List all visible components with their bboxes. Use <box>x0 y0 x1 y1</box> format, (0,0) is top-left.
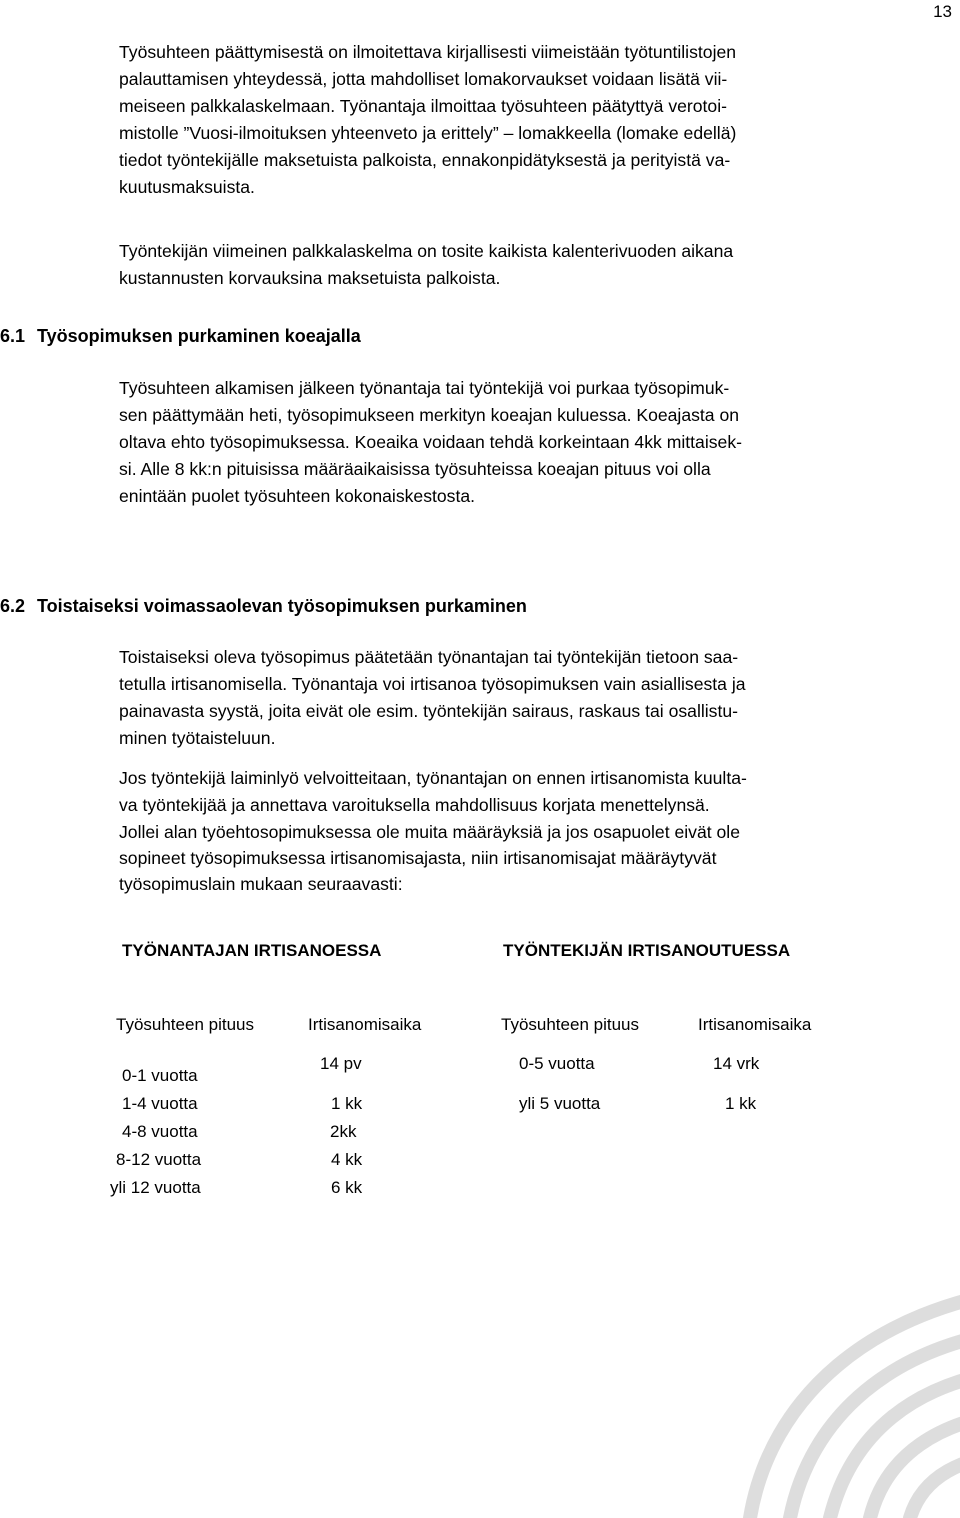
text-line: va työntekijää ja annettava varoituksella mahdollisuus korjata menettelynsä. <box>119 795 710 815</box>
employer-table-title: TYÖNANTAJAN IRTISANOESSA <box>122 941 382 960</box>
section-heading-6-1: Työsopimuksen purkaminen koeajalla <box>37 326 361 346</box>
text-line: Jos työntekijä laiminlyö velvoitteitaan, työnantajan on ennen irtisanomista kuulta- <box>119 768 747 788</box>
text-line: kuutusmaksuista. <box>119 177 255 197</box>
table-cell: 14 vrk <box>713 1054 760 1073</box>
table-cell: yli 5 vuotta <box>519 1094 601 1113</box>
text-line: Työntekijän viimeinen palkkalaskelma on tosite kaikista kalenterivuoden aikana <box>119 241 734 261</box>
table-cell: 1 kk <box>331 1094 363 1113</box>
text-line: sopineet työsopimuksessa irtisanomisajasta, niin irtisanomisajat määräytyvät <box>119 848 717 868</box>
employee-col-notice: Irtisanomisaika <box>698 1015 812 1034</box>
employer-col-length: Työsuhteen pituus <box>116 1015 254 1034</box>
table-cell: 4-8 vuotta <box>122 1122 198 1141</box>
text-line: Työsuhteen päättymisestä on ilmoitettava kirjallisesti viimeistään työtuntilistojen <box>119 42 737 62</box>
text-line: enintään puolet työsuhteen kokonaiskestosta. <box>119 486 476 506</box>
text-line: kustannusten korvauksina maksetuista palkoista. <box>119 268 501 288</box>
text-line: Jollei alan työehtosopimuksessa ole muita määräyksiä ja jos osapuolet eivät ole <box>119 822 741 842</box>
table-cell: 14 pv <box>320 1054 362 1073</box>
text-line: si. Alle 8 kk:n pituisissa määräaikaisissa työsuhteissa koeajan pituus voi olla <box>119 459 711 479</box>
table-cell: 0-1 vuotta <box>122 1066 198 1085</box>
employer-col-notice: Irtisanomisaika <box>308 1015 422 1034</box>
employee-table-title: TYÖNTEKIJÄN IRTISANOUTUESSA <box>503 941 791 960</box>
table-cell: 4 kk <box>331 1150 363 1169</box>
table-cell: 8-12 vuotta <box>116 1150 202 1169</box>
section-number-6-2: 6.2 <box>0 596 26 616</box>
employee-col-length: Työsuhteen pituus <box>501 1015 639 1034</box>
text-line: meiseen palkkalaskelmaan. Työnantaja ilmoittaa työsuhteen päätyttyä verotoi- <box>119 96 727 116</box>
table-cell: yli 12 vuotta <box>110 1178 201 1197</box>
table-cell: 1-4 vuotta <box>122 1094 198 1113</box>
text-line: palauttamisen yhteydessä, jotta mahdolliset lomakorvaukset voidaan lisätä vii- <box>119 69 728 89</box>
page-number: 13 <box>933 2 952 21</box>
text-line: sen päättymään heti, työsopimukseen merkityn koeajan kuluessa. Koeajasta on <box>119 405 740 425</box>
corner-swirl-decoration <box>690 1178 960 1518</box>
text-line: oltava ehto työsopimuksessa. Koeaika voidaan tehdä korkeintaan 4kk mittaisek- <box>119 432 742 452</box>
text-line: Työsuhteen alkamisen jälkeen työnantaja tai työntekijä voi purkaa työsopimuk- <box>119 378 730 398</box>
table-cell: 1 kk <box>725 1094 757 1113</box>
table-cell: 0-5 vuotta <box>519 1054 595 1073</box>
table-cell: 6 kk <box>331 1178 363 1197</box>
text-line: minen työtaisteluun. <box>119 728 276 748</box>
text-line: tetulla irtisanomisella. Työnantaja voi irtisanoa työsopimuksen vain asiallisesta ja <box>119 674 746 694</box>
section-number-6-1: 6.1 <box>0 326 26 346</box>
table-cell: 2kk <box>330 1122 357 1141</box>
text-line: Toistaiseksi oleva työsopimus päätetään työnantajan tai työntekijän tietoon saa- <box>119 647 739 667</box>
text-line: tiedot työntekijälle maksetuista palkoista, ennakonpidätyksestä ja perityistä va- <box>119 150 731 170</box>
text-line: työsopimuslain mukaan seuraavasti: <box>119 874 403 894</box>
section-heading-6-2: Toistaiseksi voimassaolevan työsopimuksen purkaminen <box>37 596 527 616</box>
text-line: painavasta syystä, joita eivät ole esim. työntekijän sairaus, raskaus tai osallistu- <box>119 701 739 721</box>
text-line: mistolle ”Vuosi-ilmoituksen yhteenveto ja erittely” – lomakkeella (lomake edellä) <box>119 123 737 143</box>
